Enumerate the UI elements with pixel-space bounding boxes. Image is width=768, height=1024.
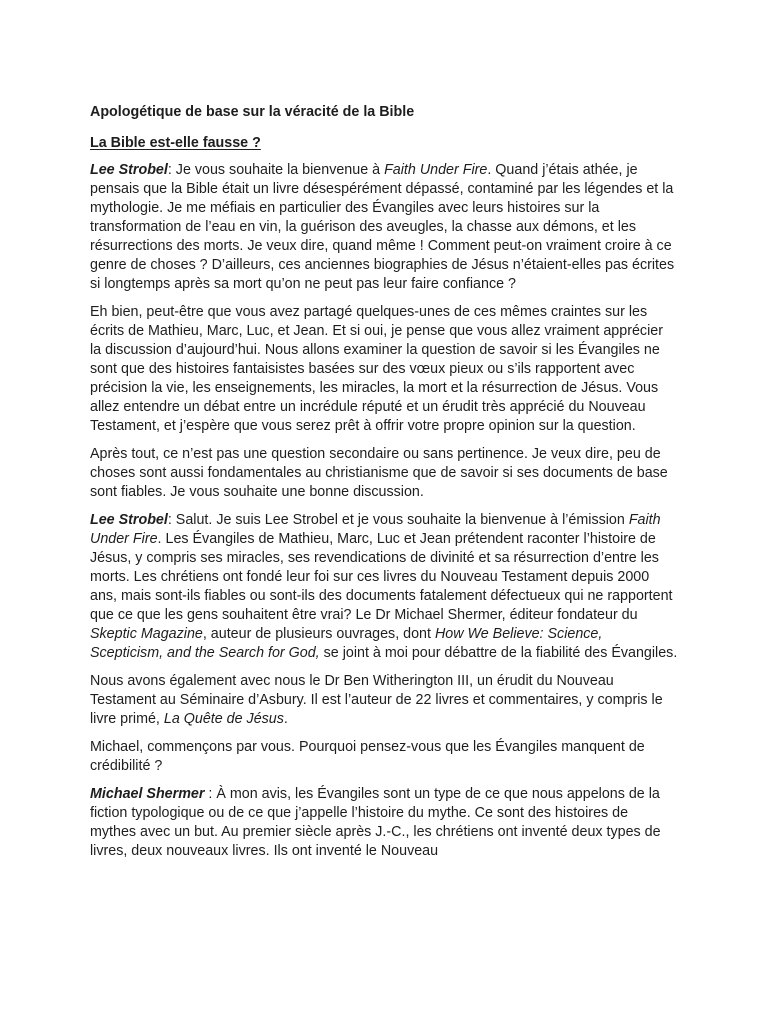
text-run: . Quand j’étais athée, je pensais que la Bible était un livre désespérément dépassé, contaminé par les légendes et la mythologie. Je me méfiais en particulier des Évangiles avec leurs histoires sur la transformation de l’eau en vin, la guérison des aveugles, la chasse aux démons, et les résurrections des morts. Je veux dire, quand même ! Comment peut-on vraiment croire à ce genre de choses ? D’ailleurs, ces anciennes biographies de Jésus n’étaient-elles pas écrites si longtemps après sa mort qu’on ne peut pas leur faire confiance ? (90, 162, 675, 292)
text-run: se joint à moi pour débattre de la fiabilité des Évangiles. (319, 645, 678, 661)
italic-title: How We Believe: Science, Scepticism, and the Search for God, (90, 626, 603, 661)
paragraph (90, 672, 678, 729)
text-run: Eh bien, peut-être que vous avez partagé quelques-unes de ces mêmes craintes sur les écrits de Mathieu, Marc, Luc, et Jean. Et si oui, je pense que vous allez vraiment apprécier la discussion d’aujourd’hui. Nous allons examiner la question de savoir si les Évangiles ne sont que des histoires fantaisistes basées sur des vœux pieux ou s’ils rapportent avec précision la vie, les enseignements, les miracles, la mort et la résurrection de Jésus. Vous allez entendre un débat entre un incrédule réputé et un érudit très apprécié du Nouveau Testament, et j’espère que vous serez prêt à offrir votre propre opinion sur la question. (90, 304, 663, 434)
text-run: . Les Évangiles de Mathieu, Marc, Luc et Jean prétendent raconter l’histoire de Jésus, y compris ses miracles, ses revendications de divinité et sa résurrection d’entre les morts. Les chrétiens ont fondé leur foi sur ces livres du Nouveau Testament depuis 2000 ans, mais sont-ils fiables ou sont-ils des documents fatalement défectueux qui ne rapportent que ce que les gens souhaitent être vrai? Le Dr Michael Shermer, éditeur fondateur du (90, 531, 673, 623)
italic-title: Skeptic Magazine (90, 626, 203, 642)
paragraph (90, 511, 678, 663)
text-run: Nous avons également avec nous le Dr Ben Witherington III, un érudit du Nouveau Testament au Séminaire d’Asbury. Il est l’auteur de 22 livres et commentaires, y compris le livre primé, (90, 673, 663, 727)
document-title: Apologétique de base sur la véracité de la Bible (90, 104, 415, 120)
text-run: : Salut. Je suis Lee Strobel et je vous souhaite la bienvenue à l’émission (167, 512, 629, 528)
text-run: Après tout, ce n’est pas une question secondaire ou sans pertinence. Je veux dire, peu de choses sont aussi fondamentales au christianisme que de savoir si ses documents de base sont fiables. Je vous souhaite une bonne discussion. (90, 446, 668, 500)
italic-title: Faith Under Fire (384, 162, 488, 178)
text-run: , auteur de plusieurs ouvrages, dont (202, 626, 435, 642)
paragraph (90, 785, 678, 861)
paragraph (90, 161, 678, 294)
document-page (90, 103, 678, 870)
speaker-name: Lee Strobel (90, 162, 168, 178)
text-run: . (283, 711, 288, 727)
text-run: : À mon avis, les Évangiles sont un type de ce que nous appelons de la fiction typologique ou de ce que j’appelle l’histoire du mythe. Ce sont des histoires de mythes avec un but. Au premier siècle après J.-C., les chrétiens ont inventé deux types de livres, deux nouveaux livres. Ils ont inventé le Nouveau (90, 786, 661, 859)
speaker-name: Michael Shermer (90, 786, 205, 802)
italic-title: La Quête de Jésus (163, 711, 284, 727)
paragraph (90, 303, 678, 436)
text-run: Michael, commençons par vous. Pourquoi pensez-vous que les Évangiles manquent de crédibilité ? (90, 739, 645, 774)
italic-title: Faith Under Fire (90, 512, 661, 547)
speaker-name: Lee Strobel (90, 512, 168, 528)
section-heading: La Bible est-elle fausse ? (90, 135, 261, 151)
text-run: : Je vous souhaite la bienvenue à (167, 162, 385, 178)
paragraph (90, 445, 678, 502)
paragraph (90, 738, 678, 776)
